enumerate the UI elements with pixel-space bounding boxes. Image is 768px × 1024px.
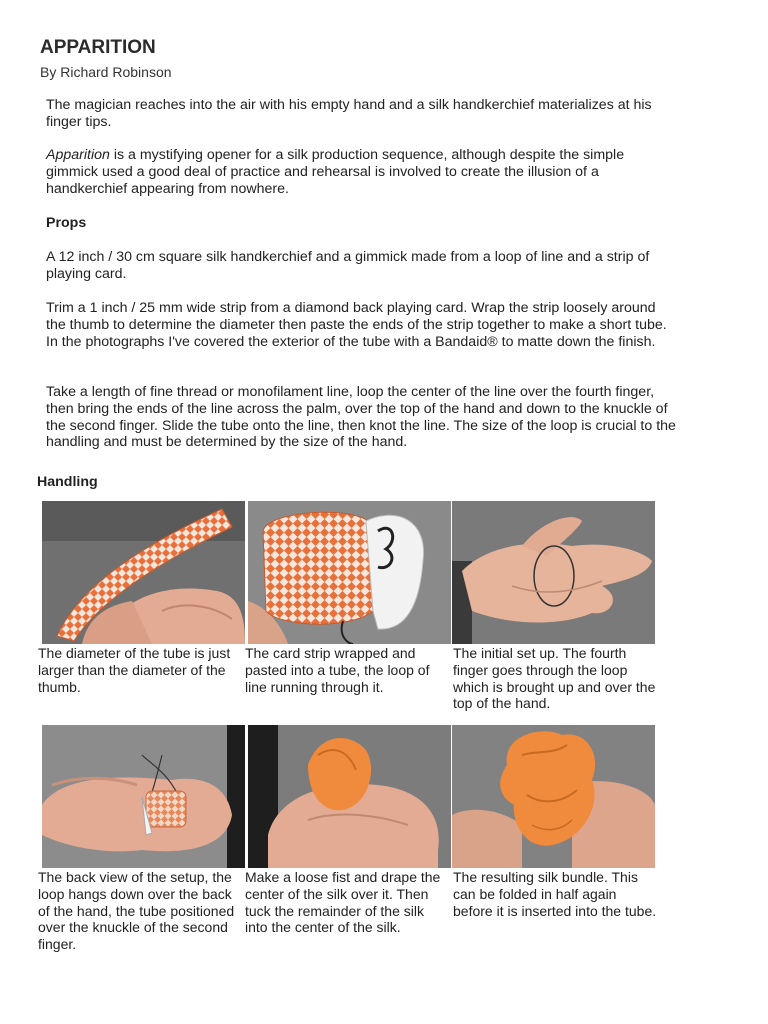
photo-card-tube: [248, 501, 451, 644]
photo-caption-5: Make a loose fist and drape the center of the silk over it. Then tuck the remainder of the silk into the center of the silk.: [245, 869, 441, 936]
photo-initial-setup: [452, 501, 655, 644]
photo-fist-silk: [248, 725, 451, 868]
props-paragraph: A 12 inch / 30 cm square silk handkerchief and a gimmick made from a loop of line and a strip of playing card.: [46, 249, 650, 282]
photo-caption-6: The resulting silk bundle. This can be folded in half again before it is inserted into the tube.: [453, 869, 657, 919]
photo-caption-4: The back view of the setup, the loop hangs down over the back of the hand, the tube positioned over the knuckle of the second finger.: [38, 869, 235, 953]
photo-caption-1: The diameter of the tube is just larger than the diameter of the thumb.: [38, 645, 231, 695]
trim-paragraph: Trim a 1 inch / 25 mm wide strip from a diamond back playing card. Wrap the strip loosely around the thumb to determine the diameter then paste the ends of the strip together to make a short tube. In the photographs I've covered the exterior of the tube with a Bandaid® to matte down the finish.: [46, 300, 667, 350]
article-title: APPARITION: [40, 37, 156, 58]
photo-caption-2: The card strip wrapped and pasted into a tube, the loop of line running through it.: [245, 645, 430, 695]
apparition-italic: Apparition: [46, 147, 110, 163]
overview-paragraph: [46, 147, 676, 197]
intro-paragraph: The magician reaches into the air with his empty hand and a silk handkerchief materializes at his finger tips.: [46, 97, 652, 130]
photo-back-view-setup: [42, 725, 245, 868]
handling-heading: Handling: [37, 474, 98, 490]
photo-silk-bundle: [452, 725, 655, 868]
photo-card-strip-thumb: [42, 501, 245, 644]
overview-text: is a mystifying opener for a silk production sequence, although despite the simple gimmick used a good deal of practice and rehearsal is involved to create the illusion of a handkerchief appearing from nowhere.: [46, 147, 625, 197]
props-heading: Props: [46, 215, 87, 231]
thread-paragraph: Take a length of fine thread or monofilament line, loop the center of the line over the fourth finger, then bring the ends of the line across the palm, over the top of the hand and down to the knuckle of the second finger. Slide the tube onto the line, then knot the line. The size of the loop is crucial to the handling and must be determined by the size of the hand.: [46, 384, 676, 451]
article-author: By Richard Robinson: [40, 64, 172, 80]
photo-caption-3: The initial set up. The fourth finger goes through the loop which is brought up and over the top of the hand.: [453, 645, 656, 712]
